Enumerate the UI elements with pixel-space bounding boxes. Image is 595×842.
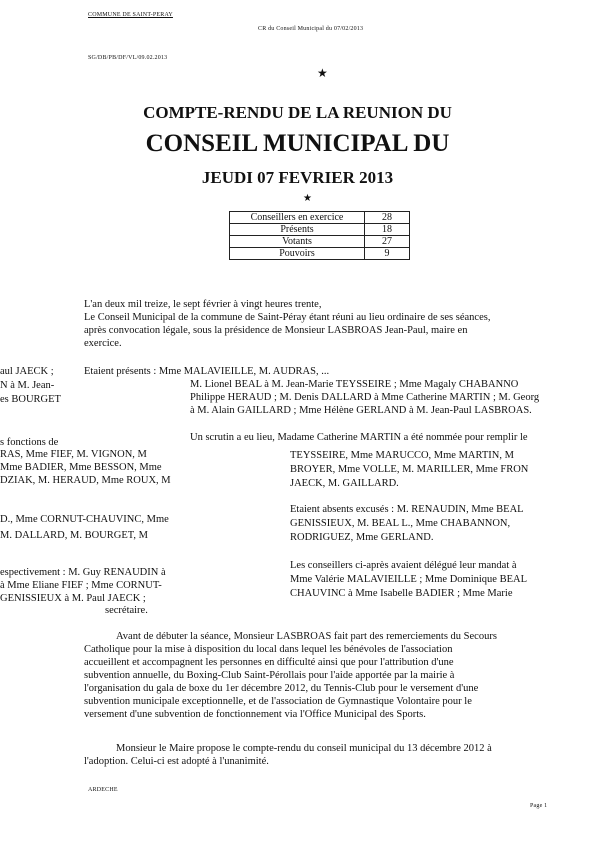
intro-line: L'an deux mil treize, le sept février à vingt heures trente, [84, 299, 322, 310]
delegation-line: Mme Valérie MALAVIEILLE ; Mme Dominique BEAL [290, 574, 527, 585]
left-fragment: espectivement : M. Guy RENAUDIN à [0, 567, 166, 578]
header-cr-reference: CR du Conseil Municipal du 07/02/2013 [258, 26, 364, 32]
intro-line: Le Conseil Municipal de la commune de Saint-Péray étant réuni au lieu ordinaire de ses séances, [84, 312, 491, 323]
intro-line: exercice. [84, 338, 122, 349]
absent-line: Etaient absents excusés : M. RENAUDIN, Mme BEAL [290, 504, 524, 515]
title-line-1: COMPTE-RENDU DE LA REUNION DU [143, 103, 452, 122]
left-fragment: Mme BADIER, Mme BESSON, Mme [0, 462, 162, 473]
page-number: Page 1 [530, 803, 548, 809]
delegation-line: Les conseillers ci-après avaient délégué leur mandat à [290, 560, 517, 571]
left-fragment: es BOURGET [0, 394, 61, 405]
header-code: SG/DB/PB/DF/VL/09.02.2013 [88, 55, 168, 61]
proxy-line: à M. Alain GAILLARD ; Mme Hélène GERLAND à M. Jean-Paul LASBROAS. [190, 405, 532, 416]
footer-left: ARDECHE [88, 787, 118, 793]
body-line: l'organisation du gala de boxe du 1er décembre 2012, du Tennis-Club pour le versement d'une [84, 683, 479, 694]
proxy-line: M. Lionel BEAL à M. Jean-Marie TEYSSEIRE ; Mme Magaly CHABANNO [190, 379, 519, 390]
body-line: subvention annuelle, du Boxing-Club Saint-Pérollais pour l'aide apportée par la mairie à [84, 670, 455, 681]
left-fragment: s fonctions de [0, 437, 59, 448]
left-fragment: D., Mme CORNUT-CHAUVINC, Mme [0, 514, 169, 525]
title-line-2: CONSEIL MUNICIPAL DU [145, 130, 450, 157]
stat-label: Présents [230, 224, 365, 236]
stat-label: Conseillers en exercice [230, 212, 365, 224]
body-line: Avant de débuter la séance, Monsieur LASBROAS fait part des remerciements du Secours [116, 631, 497, 642]
table-row [230, 212, 410, 224]
body-line: l'adoption. Celui-ci est adopté à l'unanimité. [84, 756, 269, 767]
intro-line: après convocation légale, sous la présidence de Monsieur LASBROAS Jean-Paul, maire en [84, 325, 468, 336]
present-members: Etaient présents : Mme MALAVIEILLE, M. AUDRAS, ... [84, 366, 330, 377]
left-fragment: GENISSIEUX à M. Paul JAECK ; [0, 593, 146, 604]
stat-label: Pouvoirs [230, 248, 365, 260]
table-row [230, 248, 410, 260]
star-icon: ★ [317, 66, 328, 80]
body-line: subvention municipale exceptionnelle, et de l'association de Gymnastique Volontaire pour le [84, 696, 472, 707]
header-commune: COMMUNE DE SAINT-PERAY [88, 12, 173, 18]
star-icon: ★ [303, 193, 312, 204]
body-line: Monsieur le Maire propose le compte-rendu du conseil municipal du 13 décembre 2012 à [116, 743, 492, 754]
delegation-line: CHAUVINC à Mme Isabelle BADIER ; Mme Marie [290, 588, 513, 599]
secretary-line: Un scrutin a eu lieu, Madame Catherine MARTIN a été nommée pour remplir le [190, 432, 528, 443]
stat-value: 27 [365, 236, 410, 248]
stat-value: 18 [365, 224, 410, 236]
body-line: versement d'une subvention de fonctionnement via l'Office Municipal des Sports. [84, 709, 426, 720]
stat-value: 9 [365, 248, 410, 260]
left-fragment: DZIAK, M. HERAUD, Mme ROUX, M [0, 475, 171, 486]
right-line: TEYSSEIRE, Mme MARUCCO, Mme MARTIN, M [290, 450, 514, 461]
left-fragment: aul JAECK ; [0, 366, 54, 377]
left-fragment: secrétaire. [105, 605, 148, 616]
proxy-line: Philippe HERAUD ; M. Denis DALLARD à Mme Catherine MARTIN ; M. Georg [190, 392, 540, 403]
left-fragment: à Mme Eliane FIEF ; Mme CORNUT- [0, 580, 162, 591]
body-line: Catholique pour la mise à disposition du local dans lequel les bénévoles de l'association [84, 644, 453, 655]
stat-label: Votants [230, 236, 365, 248]
right-line: BROYER, Mme VOLLE, M. MARILLER, Mme FRON [290, 464, 529, 475]
table-row [230, 236, 410, 248]
body-line: accueillent et accompagnent les personnes en difficulté ainsi que pour l'attribution d'une [84, 657, 454, 668]
left-fragment: RAS, Mme FIEF, M. VIGNON, M [0, 449, 147, 460]
right-line: JAECK, M. GAILLARD. [290, 478, 399, 489]
left-fragment: N à M. Jean- [0, 380, 55, 391]
absent-line: GENISSIEUX, M. BEAL L., Mme CHABANNON, [290, 518, 511, 529]
left-fragment: M. DALLARD, M. BOURGET, M [0, 530, 148, 541]
stat-value: 28 [365, 212, 410, 224]
attendance-table [229, 211, 410, 260]
absent-line: RODRIGUEZ, Mme GERLAND. [290, 532, 434, 543]
title-line-3: JEUDI 07 FEVRIER 2013 [201, 168, 394, 187]
table-row [230, 224, 410, 236]
